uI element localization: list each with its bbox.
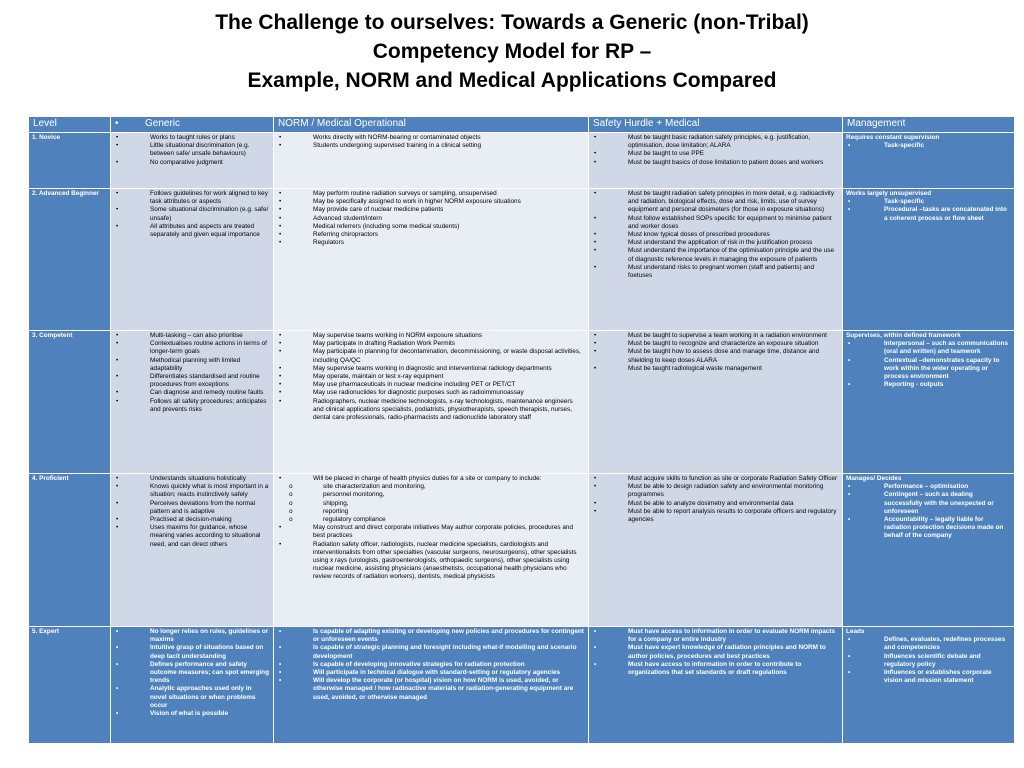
list-item: • Works to taught rules or plans	[114, 134, 270, 142]
list-item: • Must know typical doses of prescribed procedures	[592, 231, 839, 239]
list-item: • Must acquire skills to function as site or corporate Radiation Safety Officer	[592, 475, 839, 483]
list-item: • Follows guidelines for work aligned to key task attributes or aspects	[114, 190, 270, 206]
list-item: • Will participate in technical dialogue with standard-setting or regulatory agencies	[277, 669, 585, 677]
list-item: • May use pharmaceuticals in nuclear medicine including PET or PET/CT	[277, 381, 585, 389]
list-item: • Is capable of developing innovative strategies for radiation protection	[277, 661, 585, 669]
management-cell	[843, 331, 1015, 474]
table-row	[29, 189, 1015, 331]
bullet-list	[592, 628, 839, 677]
list-item: • Performance – optimisation	[846, 483, 1011, 491]
list-item: • Must understand the importance of the optimisation principle and the use of diagnostic reference levels in managing the exposure of patients	[592, 247, 839, 263]
bullet-list	[114, 628, 270, 718]
list-item: • Medical referrers (including some medical students)	[277, 223, 585, 231]
list-item: • Interpersonal – such as communications (oral and written) and teamwork	[846, 340, 1011, 356]
page-title	[0, 8, 1024, 95]
header-safety: Safety Hurdle + Medical	[589, 117, 843, 133]
list-item: • Little situational discrimination (e.g. between safe/ unsafe behaviours)	[114, 142, 270, 158]
table-row	[29, 627, 1015, 744]
bullet-list	[592, 190, 839, 280]
bullet-list	[592, 134, 839, 167]
list-item: • Contextualises routine actions in terms of longer-term goals	[114, 340, 270, 356]
management-intro: Works largely unsupervised	[846, 190, 932, 197]
bullet-list	[592, 475, 839, 524]
level-cell: 4. Proficient	[29, 474, 111, 627]
list-item: • No longer relies on rules, guidelines or maxims	[114, 628, 270, 644]
list-item: • Knows quickly what is most important in a situation; reacts instinctively safely	[114, 483, 270, 499]
list-item: • Contingent – such as dealing successfully with the unexpected or unforeseen	[846, 491, 1011, 516]
table-row	[29, 474, 1015, 627]
list-item: o reporting	[277, 508, 585, 516]
list-item: • Must be able to analyze dosimetry and environmental data	[592, 500, 839, 508]
list-item: • Advanced student/intern	[277, 215, 585, 223]
list-item: • Task-specific	[846, 142, 1011, 150]
bullet-list	[114, 332, 270, 414]
list-item: • Will be placed in charge of health physics duties for a site or company to include:	[277, 475, 585, 483]
management-cell	[843, 627, 1015, 744]
list-item: • May supervise teams working in NORM exposure situations	[277, 332, 585, 340]
management-cell	[843, 133, 1015, 189]
list-item: • Influences scientific debate and regulatory policy	[846, 653, 1011, 669]
title-line-2: Competency Model for RP –	[372, 40, 652, 63]
list-item: • Must be taught to supervise a team working in a radiation environment	[592, 332, 839, 340]
level-cell: 5. Expert	[29, 627, 111, 744]
safety-cell	[589, 133, 843, 189]
generic-cell	[111, 133, 274, 189]
management-intro: Requires constant supervision	[846, 134, 940, 141]
list-item: • Must be taught how to assess dose and manage time, distance and shielding to keep doses ALARA	[592, 348, 839, 364]
level-cell: 2. Advanced Beginner	[29, 189, 111, 331]
bullet-list	[277, 332, 585, 422]
list-item: • Accountability – legally liable for radiation protection decisions made on behalf of the company	[846, 516, 1011, 541]
list-item: • Defines, evaluates, redefines processes and competencies	[846, 636, 1011, 652]
bullet-list	[592, 332, 839, 373]
header-generic-label: Generic	[145, 118, 181, 129]
management-intro: Leads	[846, 628, 865, 635]
list-item: • Must have access to information in order to contribute to organizations that set standards or draft regulations	[592, 661, 839, 677]
list-item: • Practised at decision-making	[114, 516, 270, 524]
list-item: • Understands situations holistically	[114, 475, 270, 483]
list-item: • Task-specific	[846, 198, 1011, 206]
list-item: • Must be taught basic radiation safety principles, e.g. justification, optimisation, dose limitation; ALARA	[592, 134, 839, 150]
list-item: • Radiographers, nuclear medicine technologists, x-ray technologists, maintenance engineers and clinical applications specialists, podiatrists, physiotherapists, speech therapists, nurses, dental care professionals, radio-pharmacists and radionuclide laboratory staff	[277, 398, 585, 423]
list-item: • Must understand the application of risk in the justification process	[592, 239, 839, 247]
list-item: • May supervise teams working in diagnostic and interventional radiology departments	[277, 365, 585, 373]
management-cell	[843, 474, 1015, 627]
bullet-list	[277, 134, 585, 150]
list-item: • Must have access to information in order to evaluate NORM impacts for a company or entire industry	[592, 628, 839, 644]
header-bullet: •	[115, 118, 119, 129]
list-item: • Is capable of adapting existing or developing new policies and procedures for contingent or unforeseen events	[277, 628, 585, 644]
list-item: • May provide care of nuclear medicine patients	[277, 206, 585, 214]
list-item: o shipping,	[277, 500, 585, 508]
table-row	[29, 133, 1015, 189]
bullet-list	[277, 628, 585, 702]
generic-cell	[111, 474, 274, 627]
list-item: • Must be able to report analysis results to corporate officers and regulatory agencies	[592, 508, 839, 524]
bullet-list	[114, 134, 270, 167]
bullet-list	[277, 475, 585, 483]
norm-cell	[274, 627, 589, 744]
norm-cell	[274, 133, 589, 189]
bullet-list	[846, 636, 1011, 685]
list-item: • Must be taught basics of dose limitation to patient doses and workers	[592, 159, 839, 167]
list-item: • Regulators	[277, 239, 585, 247]
list-item: • All attributes and aspects are treated separately and given equal importance	[114, 223, 270, 239]
management-cell	[843, 189, 1015, 331]
list-item: • Procedural –tasks are concatenated into a coherent process or flow sheet	[846, 206, 1011, 222]
norm-cell	[274, 189, 589, 331]
generic-cell	[111, 627, 274, 744]
bullet-list	[846, 340, 1011, 389]
list-item: • May be specifically assigned to work in higher NORM exposure situations	[277, 198, 585, 206]
list-item: • Methodical planning with limited adaptability	[114, 357, 270, 373]
list-item: • Students undergoing supervised training in a clinical setting	[277, 142, 585, 150]
list-item: • Is capable of strategic planning and foresight including what-if modelling and scenario development	[277, 644, 585, 660]
list-item: • Must follow established SOPs specific for equipment to minimise patient and worker doses	[592, 215, 839, 231]
list-item: • Vision of what is possible	[114, 710, 270, 718]
generic-cell	[111, 189, 274, 331]
safety-cell	[589, 189, 843, 331]
list-item: • Defines performance and safety outcome measures; can spot emerging trends	[114, 661, 270, 686]
title-line-1: The Challenge to ourselves: Towards a Generic (non-Tribal)	[215, 11, 809, 34]
table-row	[29, 331, 1015, 474]
list-item: • May use radionuclides for diagnostic purposes such as radioimmunoassay	[277, 389, 585, 397]
list-item: • Referring chiropractors	[277, 231, 585, 239]
list-item: • Contextual –demonstrates capacity to work within the wider operating or process environment	[846, 357, 1011, 382]
list-item: • May perform routine radiation surveys or sampling, unsupervised	[277, 190, 585, 198]
management-intro: Supervises, within defined framework	[846, 332, 961, 339]
header-management: Management	[843, 117, 1015, 133]
competency-table	[28, 116, 1015, 744]
list-item: o personnel monitoring,	[277, 491, 585, 499]
list-item: • Reporting - outputs	[846, 381, 1011, 389]
level-cell: 3. Competent	[29, 331, 111, 474]
level-cell: 1. Novice	[29, 133, 111, 189]
title-line-3: Example, NORM and Medical Applications Compared	[247, 69, 777, 92]
safety-cell	[589, 474, 843, 627]
norm-cell	[274, 474, 589, 627]
header-row	[29, 117, 1015, 133]
norm-cell	[274, 331, 589, 474]
bullet-list	[114, 190, 270, 239]
list-item: o regulatory compliance	[277, 516, 585, 524]
list-item: • Radiation safety officer, radiologists, nuclear medicine specialists, cardiologists and interventionalists from other specialties (vascular surgeons, neurosurgeons), other specialists using x rays (urologists, gastroenterologists, orthopaedic surgeons), other specialists using nuclear medicine, assisting physicians (anaesthetists, occupational health physicians who review records of radiation workers), dentists, medical physicists	[277, 541, 585, 582]
header-generic	[111, 117, 274, 133]
list-item: • Must understand risks to pregnant women (staff and patients) and foetuses	[592, 264, 839, 280]
list-item: • Works directly with NORM-bearing or contaminated objects	[277, 134, 585, 142]
list-item: • Uses maxims for guidance, whose meaning varies according to situational need, and can direct others	[114, 524, 270, 549]
generic-cell	[111, 331, 274, 474]
safety-cell	[589, 331, 843, 474]
bullet-list	[277, 483, 585, 524]
list-item: • Multi-tasking – can also prioritise	[114, 332, 270, 340]
header-norm: NORM / Medical Operational	[274, 117, 589, 133]
list-item: • Must be taught to recognize and characterize an exposure situation	[592, 340, 839, 348]
list-item: • Must be taught radiological waste management	[592, 365, 839, 373]
bullet-list	[846, 483, 1011, 540]
list-item: • Intuitive grasp of situations based on deep tacit understanding	[114, 644, 270, 660]
list-item: • Some situational discrimination (e.g. safe/ unsafe)	[114, 206, 270, 222]
bullet-list	[846, 142, 1011, 150]
list-item: • Analytic approaches used only in novel situations or when problems occur	[114, 685, 270, 710]
bullet-list	[846, 198, 1011, 223]
list-item: • Perceives deviations from the normal pattern and is adaptive	[114, 500, 270, 516]
list-item: • May participate in planning for decontamination, decommissioning, or waste disposal activities, including QA/QC	[277, 348, 585, 364]
header-level: Level	[29, 117, 111, 133]
list-item: • Must be taught to use PPE	[592, 150, 839, 158]
list-item: • Can diagnose and remedy routine faults	[114, 389, 270, 397]
list-item: • No comparative judgment	[114, 159, 270, 167]
management-intro: Manages/ Decides	[846, 475, 902, 482]
list-item: • May construct and direct corporate initiatives May author corporate policies, procedures and best practices	[277, 524, 585, 540]
list-item: • Will develop the corporate (or hospital) vision on how NORM is used, avoided, or otherwise managed / how radioactive materials or radiation-generating equipment are used, avoided, or otherwise managed	[277, 677, 585, 702]
list-item: o site characterization and monitoring,	[277, 483, 585, 491]
bullet-list	[277, 190, 585, 247]
list-item: • May participate in drafting Radiation Work Permits	[277, 340, 585, 348]
bullet-list	[277, 524, 585, 581]
list-item: • May operate, maintain or test x-ray equipment	[277, 373, 585, 381]
list-item: • Influences or establishes corporate vision and mission statement	[846, 669, 1011, 685]
list-item: • Must be taught radiation safety principles in more detail, e.g. radioactivity and radiation, biological effects, dose and risk, limits, use of survey equipment and personal dosimeters (for those in exposure situations)	[592, 190, 839, 215]
safety-cell	[589, 627, 843, 744]
list-item: • Must be able to design radiation safety and environmental monitoring programmes	[592, 483, 839, 499]
list-item: • Follows all safety procedures; anticipates and prevents risks	[114, 398, 270, 414]
list-item: • Must have expert knowledge of radiation principles and NORM to author policies, procedures and best practices	[592, 644, 839, 660]
list-item: • Differentiates standardised and routine procedures from exceptions	[114, 373, 270, 389]
bullet-list	[114, 475, 270, 549]
